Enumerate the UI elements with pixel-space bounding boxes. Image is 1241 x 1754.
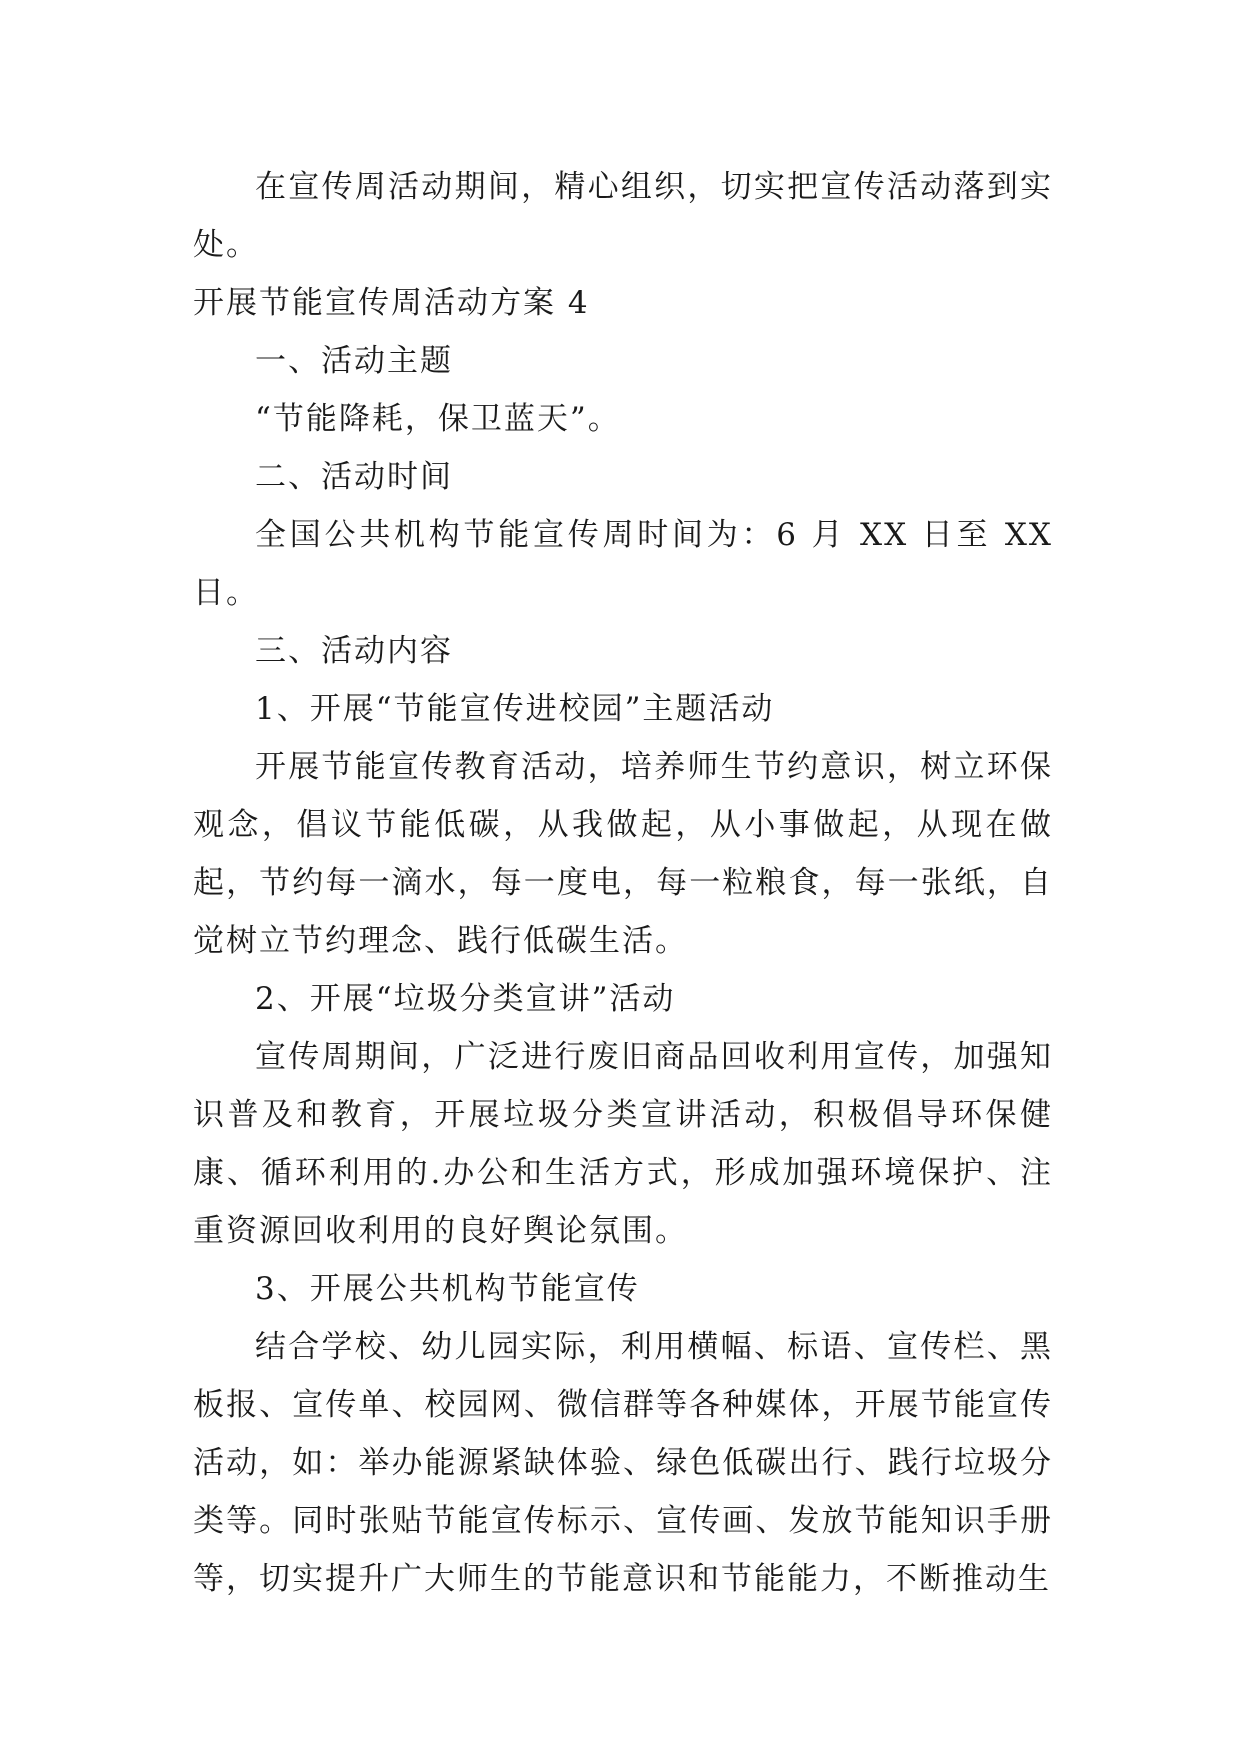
heading-activity-theme: 一、活动主题 bbox=[255, 343, 453, 379]
paragraph-item-2: 宣传周期间，广泛进行废旧商品回收利用宣传，加强知识普及和教育，开展垃圾分类宣讲活动，积极倡导环保健康、循环利用的.办公和生活方式，形成加强环境保护、注重资源回收利用的良好舆论氛围。 bbox=[193, 1039, 1053, 1249]
paragraph-item-3: 结合学校、幼儿园实际，利用横幅、标语、宣传栏、黑板报、宣传单、校园网、微信群等各种媒体，开展节能宣传活动，如：举办能源紧缺体验、绿色低碳出行、践行垃圾分类等。同时张贴节能宣传标示、宣传画、发放节能知识手册等，切实提升广大师生的节能意识和节能能力，不断推动生 bbox=[193, 1329, 1053, 1597]
subheading-item-2: 2、开展“垃圾分类宣讲”活动 bbox=[255, 981, 676, 1017]
subheading-item-1: 1、开展“节能宣传进校园”主题活动 bbox=[255, 691, 775, 727]
section-title: 开展节能宣传周活动方案 4 bbox=[193, 285, 590, 321]
paragraph-intro-closing: 在宣传周活动期间，精心组织，切实把宣传活动落到实处。 bbox=[193, 169, 1053, 263]
subheading-item-3: 3、开展公共机构节能宣传 bbox=[255, 1271, 640, 1307]
heading-activity-time: 二、活动时间 bbox=[255, 459, 453, 495]
heading-activity-content: 三、活动内容 bbox=[255, 633, 453, 669]
paragraph-theme-slogan: “节能降耗，保卫蓝天”。 bbox=[255, 401, 621, 437]
document-body bbox=[193, 158, 1053, 1608]
paragraph-time-detail: 全国公共机构节能宣传周时间为：6 月 XX 日至 XX 日。 bbox=[193, 517, 1053, 611]
paragraph-item-1: 开展节能宣传教育活动，培养师生节约意识，树立环保观念，倡议节能低碳，从我做起，从小事做起，从现在做起，节约每一滴水，每一度电，每一粒粮食，每一张纸，自觉树立节约理念、践行低碳生活。 bbox=[193, 749, 1053, 959]
